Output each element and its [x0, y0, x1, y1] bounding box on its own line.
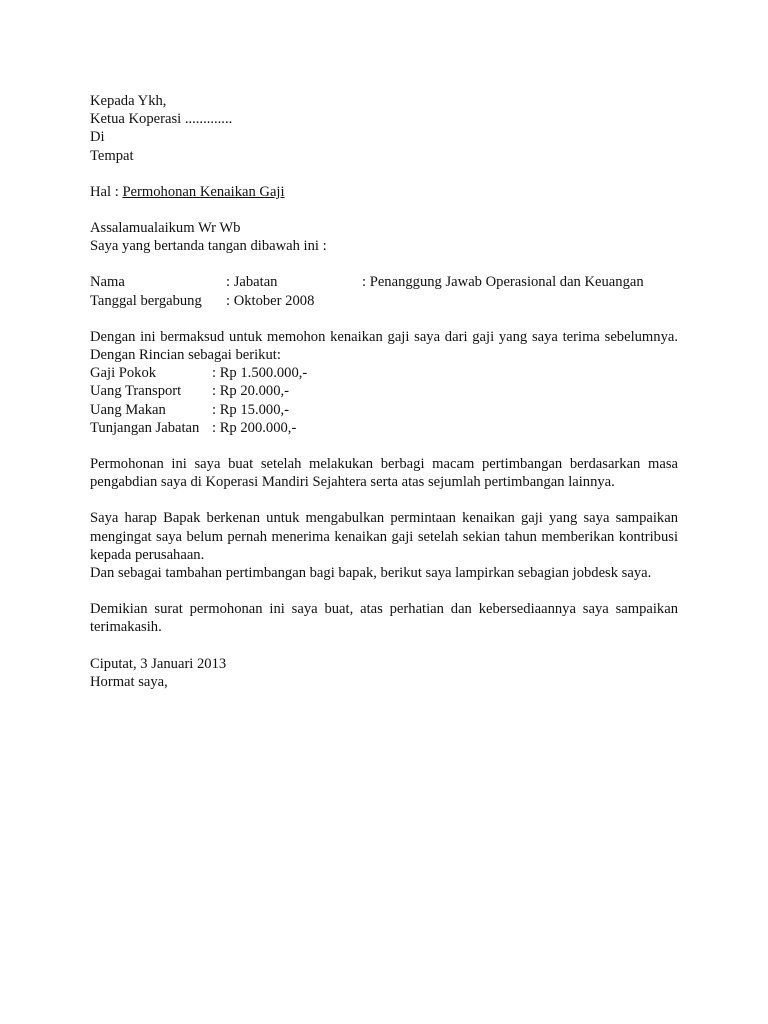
- body-paragraph-3: Dan sebagai tambahan pertimbangan bagi bapak, berikut saya lampirkan sebagian jobdesk saya.: [90, 565, 652, 582]
- identity-block: [90, 273, 678, 309]
- letter-page: [90, 92, 678, 691]
- salary-value: : Rp 200.000,-: [212, 419, 297, 436]
- closing-place-date: Ciputat, 3 Januari 2013: [90, 655, 227, 672]
- recipient-block: [90, 92, 678, 165]
- recipient-line-1: Kepada Ykh,: [90, 93, 167, 109]
- greeting-salam: Assalamualaikum Wr Wb: [90, 220, 241, 237]
- salary-label: Gaji Pokok: [90, 365, 157, 382]
- joined-value: : Oktober 2008: [226, 292, 315, 309]
- request-paragraph: Dengan ini bermaksud untuk memohon kenaikan gaji saya dari gaji yang saya terima sebelumnya. Dengan Rincian sebagai berikut:: [90, 328, 678, 364]
- greeting-intro: Saya yang bertanda tangan dibawah ini :: [90, 238, 327, 255]
- position-value: : Penanggung Jawab Operasional dan Keuangan: [362, 274, 644, 291]
- greeting-block: [90, 219, 678, 255]
- recipient-line-2: Ketua Koperasi .............: [90, 111, 233, 128]
- closing-block: [90, 655, 678, 691]
- subject-prefix: Hal :: [90, 183, 123, 200]
- salary-label: Uang Transport: [90, 383, 182, 400]
- salary-row: [90, 419, 678, 437]
- salary-row: [90, 382, 678, 400]
- body-paragraph-4: Demikian surat permohonan ini saya buat, atas perhatian dan kebersediaannya saya sampaikan terimakasih.: [90, 601, 678, 636]
- recipient-line-3: Di: [90, 129, 105, 146]
- recipient-line-4: Tempat: [90, 147, 134, 164]
- closing-regards: Hormat saya,: [90, 673, 168, 690]
- salary-table: [90, 364, 678, 437]
- identity-row-name: [90, 273, 678, 291]
- salary-value: : Rp 1.500.000,-: [212, 365, 308, 382]
- name-value: : Jabatan: [226, 274, 278, 291]
- body-paragraph-2: Saya harap Bapak berkenan untuk mengabulkan permintaan kenaikan gaji yang saya sampaikan mengingat saya belum pernah menerima kenaikan gaji setelah sekian tahun memberikan kontribusi kepada perusahaan.: [90, 510, 678, 563]
- joined-label: Tanggal bergabung: [90, 292, 202, 309]
- salary-row: [90, 401, 678, 419]
- subject-text: Permohonan Kenaikan Gaji: [122, 183, 285, 200]
- body-paragraph-1: Permohonan ini saya buat setelah melakukan berbagi macam pertimbangan berdasarkan masa pengabdian saya di Koperasi Mandiri Sejahtera serta atas sejumlah pertimbangan lainnya.: [90, 456, 678, 491]
- identity-row-joined: [90, 292, 678, 310]
- salary-value: : Rp 15.000,-: [212, 401, 290, 418]
- salary-row: [90, 364, 678, 382]
- salary-label: Uang Makan: [90, 401, 166, 418]
- subject-line: [90, 183, 678, 201]
- name-label: Nama: [90, 274, 125, 291]
- salary-label: Tunjangan Jabatan: [90, 419, 200, 436]
- salary-value: : Rp 20.000,-: [212, 383, 290, 400]
